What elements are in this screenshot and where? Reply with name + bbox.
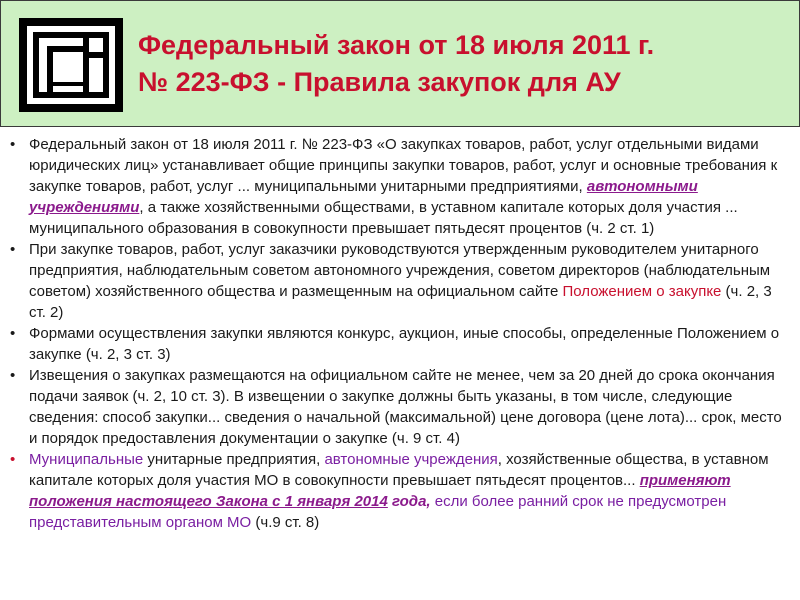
bullet-1-highlight: автономными учреждениями (29, 178, 698, 216)
bullet-1-text-end: , а также хозяйственными обществами, в уставном капитале которых доля участия ... муниципального образования в совокупности превышает пятьдесят процентов (ч. 2 ст. 1) (29, 199, 738, 237)
bullet-5-text-purple: если более ранний срок не предусмотрен представительным органом МО (29, 493, 727, 531)
bullet-item-4 (9, 365, 789, 449)
bullet-item-5 (9, 449, 789, 533)
bullet-2-text: При закупке товаров, работ, услуг заказчики руководствуются утвержденным руководителем унитарного предприятия, наблюдательным советом автономного учреждения, советом директоров (наблюдательным советом) хозяйственного общества и размещенным на официальном сайте (29, 241, 771, 300)
bullet-item-3 (9, 323, 789, 365)
bullet-dot-icon: • (10, 241, 16, 258)
bullet-5-highlight-municipal: Муниципальные (29, 451, 144, 468)
bullet-5-text-end: (ч.9 ст. 8) (255, 514, 320, 531)
title-line-1: Федеральный закон от 18 июля 2011 г. (138, 30, 655, 60)
slide-title (138, 27, 654, 101)
bullet-dot-icon: • (10, 325, 16, 342)
bullet-item-2 (9, 239, 789, 323)
square-emblem-icon (19, 18, 123, 112)
bullet-dot-icon: • (10, 451, 16, 468)
bullet-5-text-mid: , хозяйственные общества, в уставном капитале которых доля участия МО в совокупности превышает пятьдесят процентов... (29, 451, 769, 489)
bullet-5-text: унитарные предприятия, (143, 451, 325, 468)
title-line-2: № 223-ФЗ - Правила закупок для АУ (138, 67, 621, 97)
bullet-2-text-end: (ч. 2, 3 ст. 2) (29, 283, 772, 321)
bullet-5-highlight-au: автономные учреждения (324, 451, 498, 468)
bullet-2-highlight: Положением о закупке (562, 283, 722, 300)
bullet-5-highlight-date: применяют положения настоящего Закона с 1 января 2014 (29, 472, 731, 510)
bullet-5-highlight-year: года, (392, 493, 431, 510)
bullet-dot-icon: • (10, 136, 16, 153)
bullet-dot-icon: • (10, 367, 16, 384)
bullet-list (9, 134, 789, 533)
bullet-3-text: Формами осуществления закупки являются конкурс, аукцион, иные способы, определенные Положением о закупке (ч. 2, 3 ст. 3) (29, 325, 780, 363)
bullet-1-text: Федеральный закон от 18 июля 2011 г. № 223-ФЗ «О закупках товаров, работ, услуг отдельными видами юридических лиц» устанавливает общие принципы закупки товаров, работ, услуг и основные требования к закупке товаров, работ, услуг ... муниципальными унитарными предприятиями, (29, 136, 778, 195)
bullet-4-text: Извещения о закупках размещаются на официальном сайте не менее, чем за 20 дней до срока окончания подачи заявок (ч. 2, 10 ст. 3). В извещении о закупке должны быть указаны, в том числе, следующие сведения: способ закупки... сведения о начальной (максимальной) цене договора (цене лота)... срок, место и порядок предоставления документации о закупке (ч. 9 ст. 4) (29, 367, 782, 447)
bullet-item-1 (9, 134, 789, 239)
slide-header (0, 0, 800, 127)
